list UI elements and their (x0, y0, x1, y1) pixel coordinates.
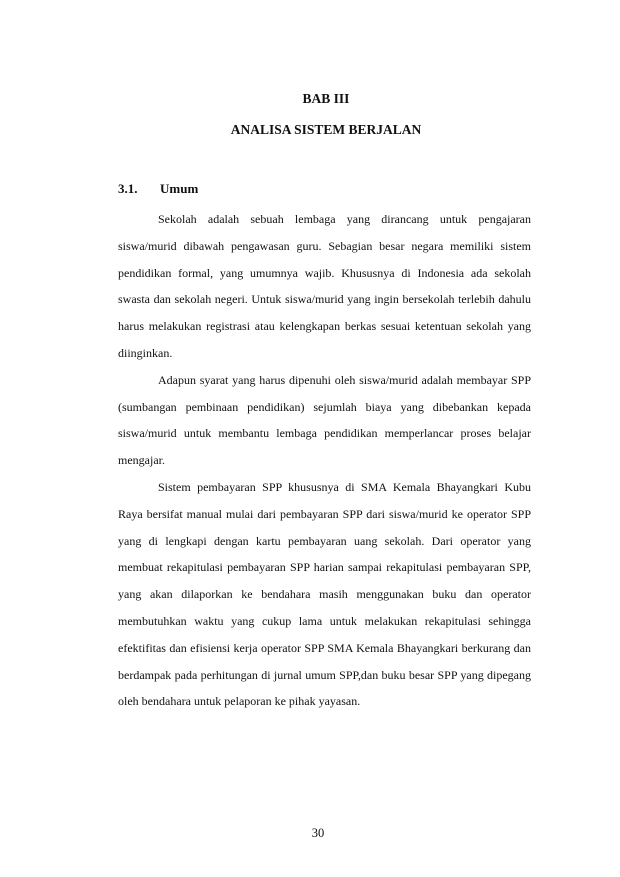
paragraph: Sistem pembayaran SPP khususnya di SMA Kemala Bhayangkari Kubu Raya bersifat manual mulai dari pembayaran SPP dari siswa/murid ke operator SPP yang di lengkapi dengan kartu pembayaran uang sekolah. Dari operator yang membuat rekapitulasi pembayaran SPP harian sampai rekapitulasi pembayaran SPP, yang akan dilaporkan ke bendahara masih menggunakan buku dan operator membutuhkan waktu yang cukup lama untuk melakukan rekapitulasi sehingga efektifitas dan efisiensi kerja operator SPP SMA Kemala Bhayangkari berkurang dan berdampak pada perhitungan di jurnal umum SPP,dan buku besar SPP yang dipegang oleh bendahara untuk pelaporan ke pihak yayasan. (118, 479, 531, 709)
section-title: Umum (160, 181, 199, 196)
chapter-heading: BAB III (302, 91, 350, 106)
section-number: 3.1. (118, 181, 138, 196)
section-heading (118, 181, 198, 197)
chapter-title: ANALISA SISTEM BERJALAN (230, 122, 422, 137)
body-text (118, 206, 531, 715)
paragraph: Adapun syarat yang harus dipenuhi oleh siswa/murid adalah membayar SPP (sumbangan pembinaan pendidikan) sejumlah biaya yang dibebankan kepada siswa/murid untuk membantu lembaga pendidikan memperlancar proses belajar mengajar. (118, 372, 531, 468)
page-number: 30 (311, 826, 325, 840)
paragraph: Sekolah adalah sebuah lembaga yang dirancang untuk pengajaran siswa/murid dibawah pengawasan guru. Sebagian besar negara memiliki sistem pendidikan formal, yang umumnya wajib. Khususnya di Indonesia ada sekolah swasta dan sekolah negeri. Untuk siswa/murid yang ingin bersekolah terlebih dahulu harus melakukan registrasi atau kelengkapan berkas sesuai ketentuan sekolah yang diinginkan. (118, 212, 531, 360)
